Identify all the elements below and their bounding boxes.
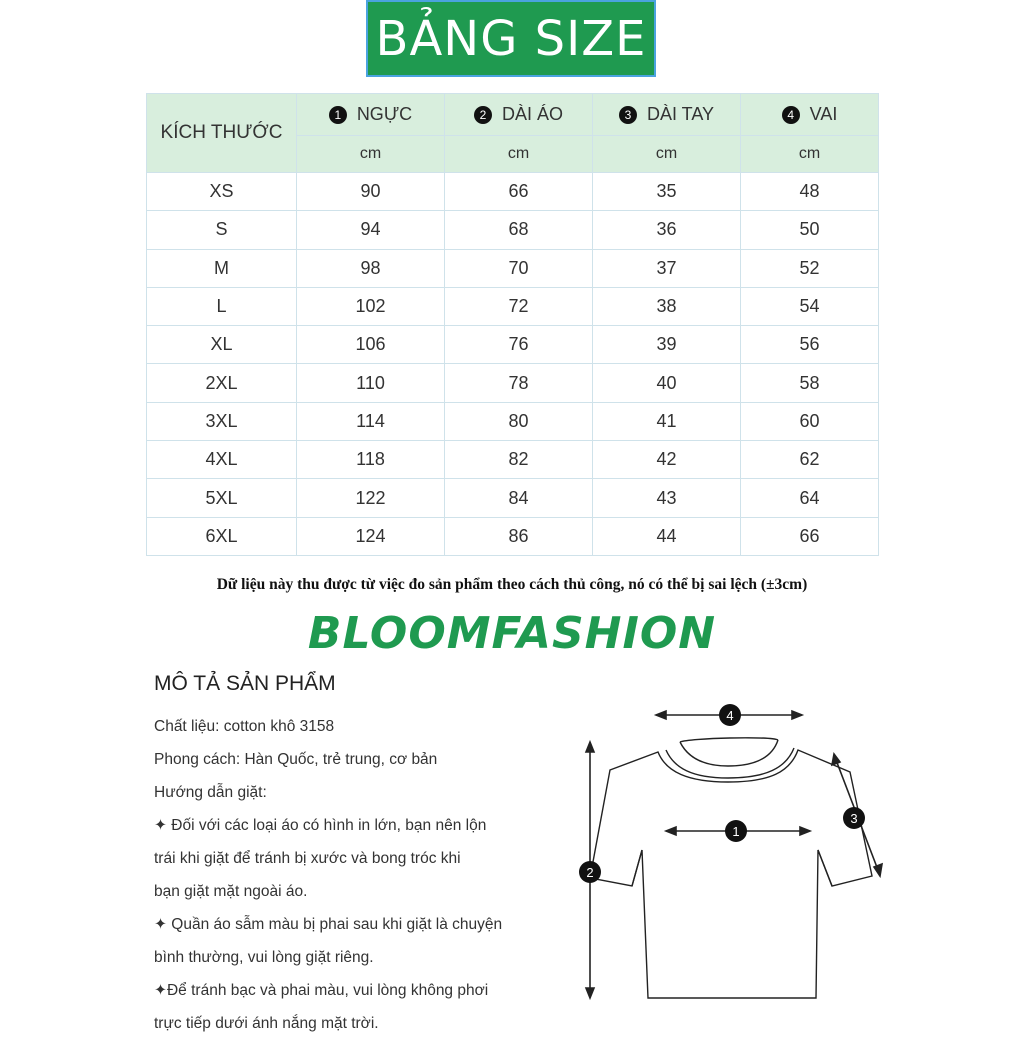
table-row — [147, 326, 879, 364]
measurement-cell: 40 — [593, 364, 741, 402]
size-cell: 4XL — [147, 441, 297, 479]
measurement-cell: 38 — [593, 287, 741, 325]
measurement-cell: 106 — [297, 326, 445, 364]
measurement-cell: 39 — [593, 326, 741, 364]
size-header: KÍCH THƯỚC — [147, 94, 297, 173]
number-badge-icon: 1 — [329, 106, 347, 124]
measurement-cell: 36 — [593, 211, 741, 249]
measurement-cell: 94 — [297, 211, 445, 249]
unit-label: cm — [445, 136, 593, 173]
measurement-cell: 58 — [741, 364, 879, 402]
unit-label: cm — [593, 136, 741, 173]
column-header-chest: 1 NGỰC — [297, 94, 445, 136]
measurement-cell: 35 — [593, 173, 741, 211]
measurement-cell: 48 — [741, 173, 879, 211]
measurement-cell: 114 — [297, 402, 445, 440]
measurement-cell: 54 — [741, 287, 879, 325]
table-row — [147, 441, 879, 479]
number-badge-icon: 4 — [782, 106, 800, 124]
size-cell: M — [147, 249, 297, 287]
table-row — [147, 402, 879, 440]
measurement-cell: 98 — [297, 249, 445, 287]
description-line: trực tiếp dưới ánh nắng mặt trời. — [154, 1015, 379, 1032]
page-title: BẢNG SIZE — [375, 10, 647, 67]
svg-text:3: 3 — [850, 811, 858, 826]
description-line: Phong cách: Hàn Quốc, trẻ trung, cơ bản — [154, 751, 438, 768]
measurement-cell: 62 — [741, 441, 879, 479]
description-line: trái khi giặt để tránh bị xước và bong tróc khi — [154, 850, 461, 867]
measurement-cell: 86 — [445, 517, 593, 555]
description-line: Hướng dẫn giặt: — [154, 784, 267, 801]
measurement-note: Dữ liệu này thu được từ việc đo sản phẩm theo cách thủ công, nó có thể bị sai lệch (±3cm) — [216, 576, 808, 593]
table-header-row — [147, 94, 879, 136]
size-cell: XS — [147, 173, 297, 211]
measurement-cell: 72 — [445, 287, 593, 325]
column-header-length: 2 DÀI ÁO — [445, 94, 593, 136]
measurement-cell: 41 — [593, 402, 741, 440]
measurement-cell: 110 — [297, 364, 445, 402]
measurement-cell: 124 — [297, 517, 445, 555]
measurement-cell: 42 — [593, 441, 741, 479]
size-cell: 3XL — [147, 402, 297, 440]
table-row — [147, 173, 879, 211]
unit-label: cm — [741, 136, 879, 173]
size-rows — [147, 173, 879, 556]
measurement-cell: 60 — [741, 402, 879, 440]
measurement-cell: 43 — [593, 479, 741, 517]
description-line: bình thường, vui lòng giặt riêng. — [154, 949, 374, 966]
svg-text:4: 4 — [726, 708, 734, 723]
shirt-measurement-diagram — [570, 690, 900, 1020]
measurement-cell: 84 — [445, 479, 593, 517]
measurement-cell: 122 — [297, 479, 445, 517]
brand-logo: BLOOMFASHION — [307, 608, 717, 659]
marker-3 — [843, 807, 865, 829]
marker-2 — [579, 861, 601, 883]
measurement-cell: 66 — [741, 517, 879, 555]
number-badge-icon: 2 — [474, 106, 492, 124]
table-row — [147, 479, 879, 517]
measurement-cell: 90 — [297, 173, 445, 211]
size-cell: L — [147, 287, 297, 325]
size-cell: XL — [147, 326, 297, 364]
measurement-cell: 50 — [741, 211, 879, 249]
measurement-cell: 76 — [445, 326, 593, 364]
measurement-cell: 102 — [297, 287, 445, 325]
size-cell: 5XL — [147, 479, 297, 517]
table-row — [147, 211, 879, 249]
description-line: ✦ Đối với các loại áo có hình in lớn, bạn nên lộn — [154, 817, 487, 834]
size-cell: 2XL — [147, 364, 297, 402]
measurement-cell: 82 — [445, 441, 593, 479]
table-row — [147, 364, 879, 402]
marker-1 — [725, 820, 747, 842]
measurement-cell: 70 — [445, 249, 593, 287]
description-line: ✦Để tránh bạc và phai màu, vui lòng không phơi — [154, 982, 489, 999]
measurement-cell: 56 — [741, 326, 879, 364]
measurement-cell: 37 — [593, 249, 741, 287]
size-cell: S — [147, 211, 297, 249]
description-line: Chất liệu: cotton khô 3158 — [154, 718, 335, 735]
product-description — [154, 672, 574, 1040]
measurement-cell: 68 — [445, 211, 593, 249]
table-row — [147, 517, 879, 555]
marker-4 — [719, 704, 741, 726]
svg-text:2: 2 — [586, 865, 594, 880]
number-badge-icon: 3 — [619, 106, 637, 124]
measurement-cell: 78 — [445, 364, 593, 402]
table-row — [147, 287, 879, 325]
measurement-cell: 52 — [741, 249, 879, 287]
size-cell: 6XL — [147, 517, 297, 555]
size-table — [146, 93, 879, 556]
column-header-shoulder: 4 VAI — [741, 94, 879, 136]
description-line: bạn giặt mặt ngoài áo. — [154, 883, 308, 900]
description-line: ✦ Quần áo sẫm màu bị phai sau khi giặt là chuyện — [154, 916, 503, 933]
measurement-cell: 66 — [445, 173, 593, 211]
svg-text:1: 1 — [732, 824, 740, 839]
title-banner — [366, 0, 656, 77]
unit-label: cm — [297, 136, 445, 173]
measurement-cell: 80 — [445, 402, 593, 440]
description-heading: MÔ TẢ SẢN PHẨM — [154, 672, 336, 695]
measurement-cell: 64 — [741, 479, 879, 517]
shirt-outline-icon — [590, 738, 872, 998]
measurement-cell: 118 — [297, 441, 445, 479]
table-row — [147, 249, 879, 287]
column-header-sleeve: 3 DÀI TAY — [593, 94, 741, 136]
measurement-cell: 44 — [593, 517, 741, 555]
